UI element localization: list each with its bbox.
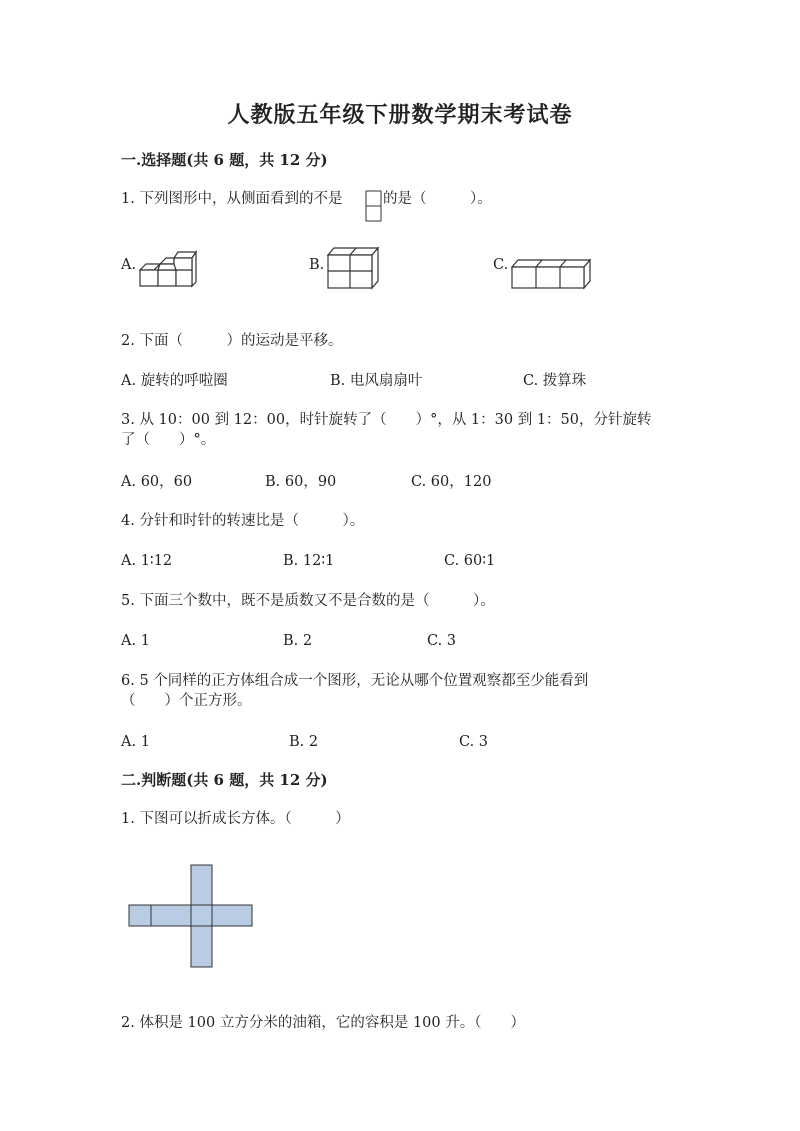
option: B. 2: [283, 633, 313, 649]
option: B. 2: [289, 734, 319, 750]
option: B. 12∶1: [283, 553, 335, 569]
section-heading: 一.选择题(共 6 题，共 12 分): [121, 151, 328, 169]
question-stem-end: 的是（ ）。: [383, 191, 492, 207]
option: A. 1∶12: [121, 553, 173, 569]
page-title: 人教版五年级下册数学期末考试卷: [227, 102, 573, 128]
cuboid-net-figure: [128, 864, 256, 970]
question-stem-cont: （ ）个正方形。: [121, 693, 252, 709]
question-stem: 2. 体积是 100 立方分米的油箱，它的容积是 100 升。（ ）: [121, 1015, 525, 1031]
question-stem: 4. 分针和时针的转速比是（ ）。: [121, 513, 365, 529]
cube-figure-c: [510, 258, 592, 290]
question-stem: 1. 下图可以折成长方体。（ ）: [121, 811, 350, 827]
question-stem: 3. 从 10：00 到 12：00，时针旋转了（ ）°，从 1：30 到 1：50，分针旋转: [121, 412, 652, 428]
question-stem: 1. 下列图形中，从侧面看到的不是: [121, 191, 343, 207]
question-stem-cont: 了（ ）°。: [121, 432, 216, 448]
option: B. 电风扇扇叶: [330, 373, 423, 389]
two-stacked-squares-figure: [365, 190, 383, 224]
option-label: C.: [493, 257, 509, 273]
question-stem: 5. 下面三个数中，既不是质数又不是合数的是（ ）。: [121, 593, 495, 609]
option: C. 3: [459, 734, 489, 750]
option: B. 60，90: [265, 474, 337, 490]
cube-figure-b: [326, 245, 382, 291]
option: C. 60∶1: [444, 553, 496, 569]
option-label: A.: [121, 257, 137, 273]
option: A. 1: [121, 734, 150, 750]
cube-figure-a: [138, 244, 198, 290]
question-stem: 2. 下面（ ）的运动是平移。: [121, 333, 343, 349]
option: C. 60，120: [411, 474, 492, 490]
option: A. 1: [121, 633, 150, 649]
question-stem: 6. 5 个同样的正方体组合成一个图形，无论从哪个位置观察都至少能看到: [121, 673, 589, 689]
option: A. 60，60: [121, 474, 193, 490]
section-heading: 二.判断题(共 6 题，共 12 分): [121, 771, 328, 789]
option: C. 3: [427, 633, 457, 649]
option: C. 拨算珠: [523, 373, 587, 389]
option-label: B.: [309, 257, 325, 273]
option: A. 旋转的呼啦圈: [121, 373, 228, 389]
